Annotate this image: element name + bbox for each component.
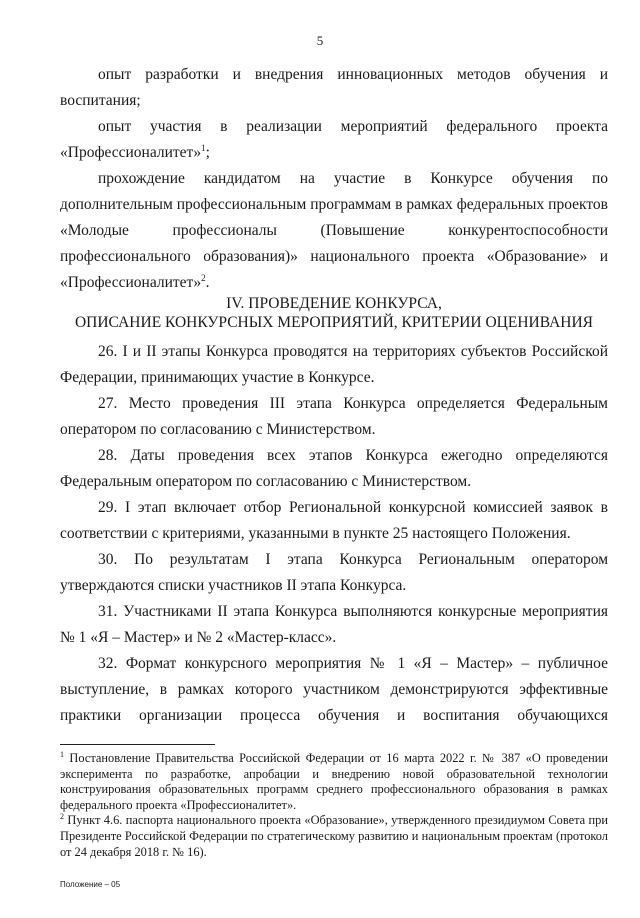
footnote-ref-2: 2: [201, 272, 206, 283]
item-text: 29. I этап включает отбор Региональной конкурсной комиссией заявок в соответствии с критериями, указанными в пункте 25 настоящего Положения.: [60, 499, 608, 542]
paragraph-innovation: [60, 62, 608, 114]
item-text: 26. I и II этапы Конкурса проводятся на территориях субъектов Российской Федерации, принимающих участие в Конкурсе.: [60, 343, 608, 386]
footnote-text: Постановление Правительства Российской Федерации от 16 марта 2022 г. № 387 «О проведении эксперимента по разработке, апробации и внедрению новой образовательной технологии конструирования образовательных программ среднего профессионального образования в рамках федерального проекта «Профессионалитет».: [60, 751, 608, 812]
paragraph-text: [60, 114, 608, 166]
item-text: 32. Формат конкурсного мероприятия № 1 «Я – Мастер» – публичное выступление, в рамках которого участником демонстрируются эффективные практики организации процесса обучения и воспитания обучающихся: [60, 655, 608, 724]
footnote-ref-1: 1: [201, 142, 206, 153]
item-text: 28. Даты проведения всех этапов Конкурса ежегодно определяются Федеральным оператором по согласованию с Министерством.: [60, 447, 608, 490]
paragraph-text: опыт разработки и внедрения инновационных методов обучения и воспитания;: [60, 66, 608, 109]
item-text: 31. Участниками II этапа Конкурса выполняются конкурсные мероприятия № 1 «Я – Мастер» и № 2 «Мастер-класс».: [60, 603, 608, 646]
footnote-2: [60, 813, 608, 860]
item-text: 27. Место проведения III этапа Конкурса определяется Федеральным оператором по согласованию с Министерством.: [60, 395, 608, 438]
item-28: [60, 443, 608, 495]
footnotes: [60, 751, 608, 860]
item-26: [60, 339, 608, 391]
item-30: [60, 547, 608, 599]
paragraph-body: прохождение кандидатом на участие в Конкурсе обучения по дополнительным профессиональным программам в рамках федеральных проектов «Молодые профессионалы (Повышение конкурентоспособности профессионального образования)» национального проекта «Образование» и «Профессионалитет»: [60, 170, 608, 291]
section-heading-line-1: IV. ПРОВЕДЕНИЕ КОНКУРСА,: [226, 295, 442, 312]
item-29: [60, 495, 608, 547]
section-heading-line-2: ОПИСАНИЕ КОНКУРСНЫХ МЕРОПРИЯТИЙ, КРИТЕРИИ ОЦЕНИВАНИЯ: [74, 314, 594, 331]
footnote-divider: [60, 744, 215, 745]
paragraph-tail: ;: [205, 144, 210, 161]
page-number: 5: [316, 33, 324, 48]
page-footer: Положение – 05: [60, 880, 121, 889]
paragraph-training: [60, 166, 608, 296]
item-31: [60, 599, 608, 651]
item-text: 30. По результатам I этапа Конкурса Региональным оператором утверждаются списки участников II этапа Конкурса.: [60, 551, 608, 594]
paragraph-tail: .: [205, 274, 210, 291]
footnote-mark: 2: [60, 812, 64, 822]
item-32: [60, 651, 608, 729]
footnote-text: Пункт 4.6. паспорта национального проекта «Образование», утвержденного президиумом Совета при Президенте Российской Федерации по стратегическому развитию и национальным проектам (протокол от 24 декабря 2018 г. № 16).: [60, 813, 608, 859]
paragraph-body: опыт участия в реализации мероприятий федерального проекта «Профессионалитет»: [60, 118, 608, 161]
footnote-mark: 1: [60, 749, 64, 759]
section-heading: [60, 294, 608, 332]
paragraph-text: [60, 166, 608, 296]
footnote-1: [60, 751, 608, 813]
item-27: [60, 391, 608, 443]
paragraph-federal-project: [60, 114, 608, 166]
